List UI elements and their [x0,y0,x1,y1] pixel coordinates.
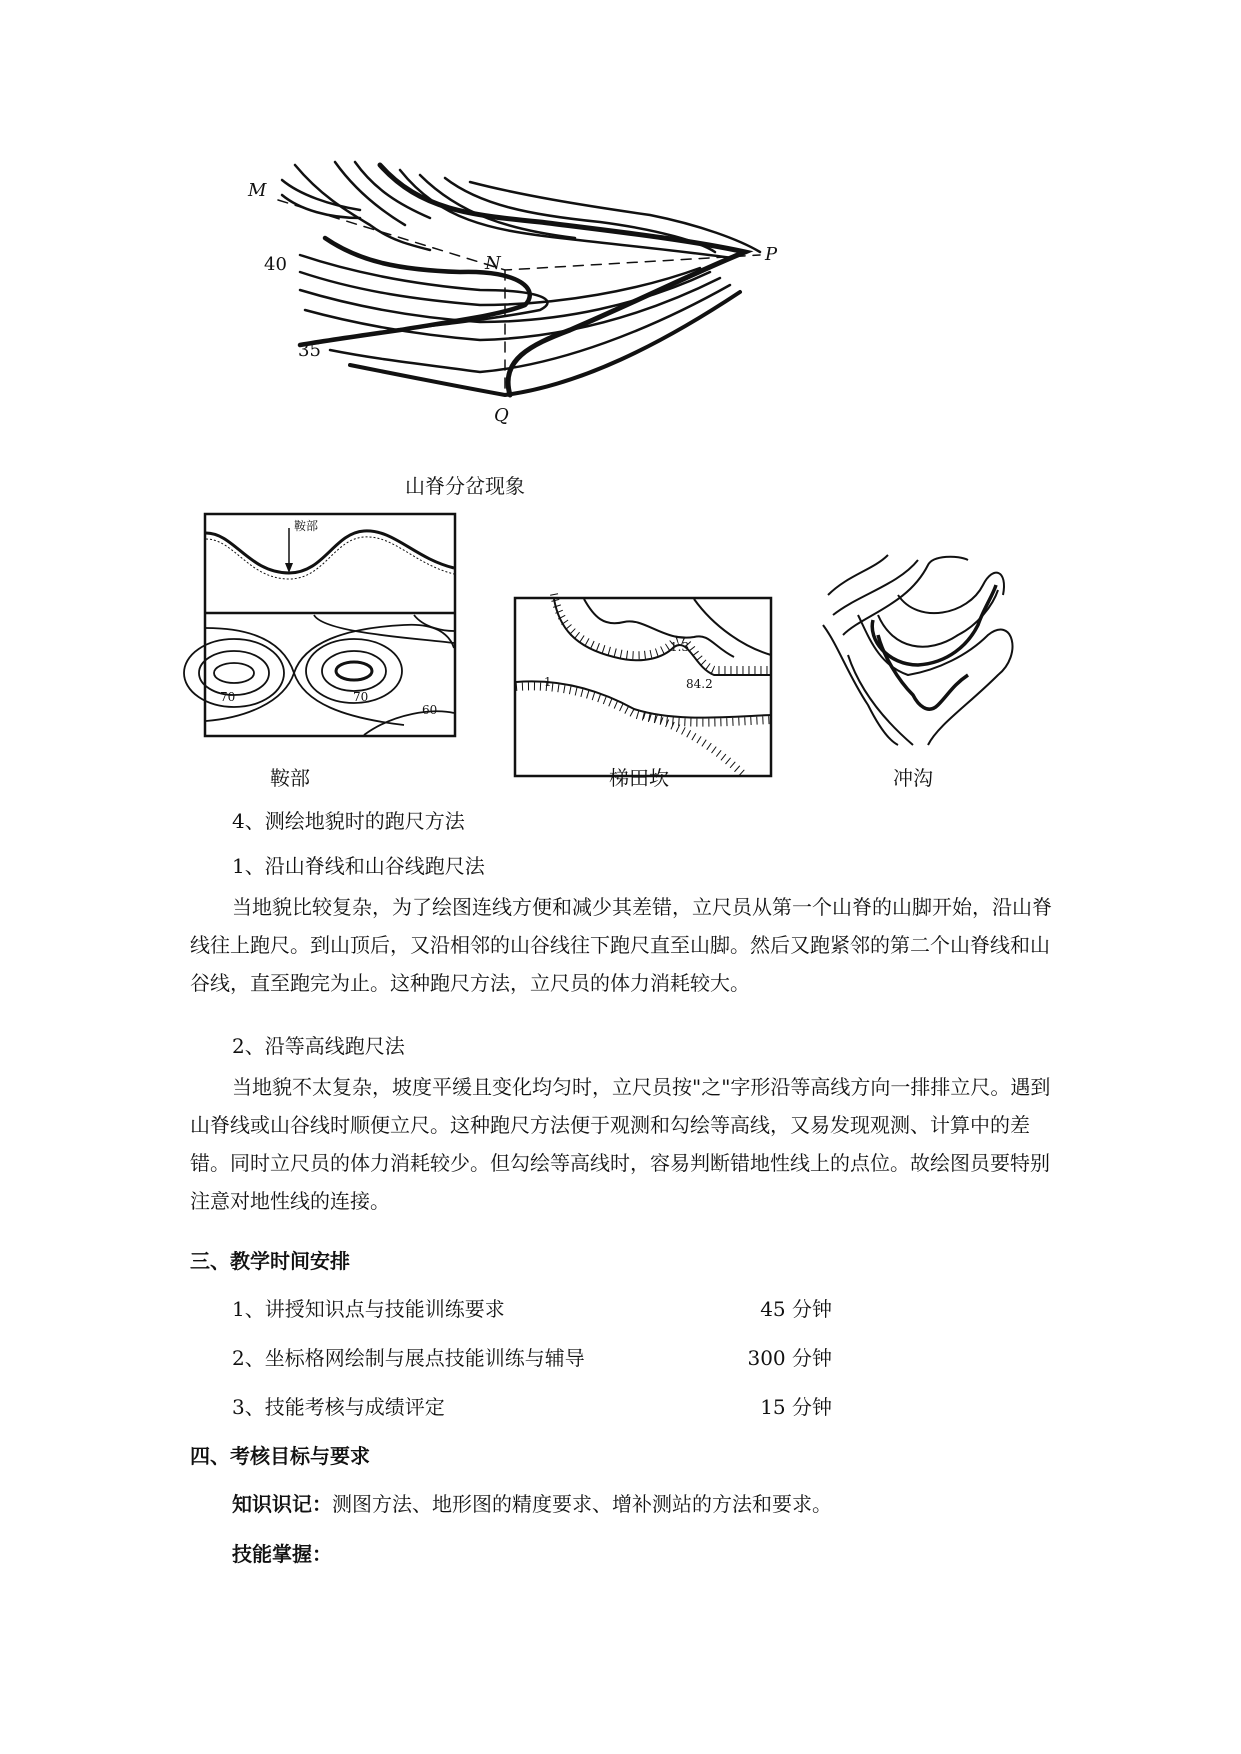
skill-label: 技能掌握： [232,1542,332,1566]
section-heading: 4、测绘地貌时的跑尺方法 [232,809,465,833]
label-n: N [485,253,501,274]
contour-value-35: 35 [298,340,321,361]
gully-figure [818,555,1018,745]
schedule-item [232,1342,832,1372]
method2-title: 2、沿等高线跑尺法 [232,1034,405,1058]
knowledge-text: 测图方法、地形图的精度要求、增补测站的方法和要求。 [332,1492,832,1516]
label-q: Q [494,405,509,426]
contour-value-40: 40 [264,254,287,275]
saddle-tag: 鞍部 [294,519,319,533]
method2-text: 当地貌不太复杂，坡度平缓且变化均匀时，立尺员按"之"字形沿等高线方向一排排立尺。遇到山脊线或山谷线时顺便立尺。这种跑尺方法便于观测和勾绘等高线，又易发现观测、计算中的差错。同时立尺员的体力消耗较少。但勾绘等高线时，容易判断错地性线上的点位。故绘图员要特别注意对地性线的连接。 [190,1075,1051,1213]
terrace-caption: 梯田坎 [609,766,669,790]
label-p: P [765,244,778,265]
saddle-value-70b: 70 [353,690,369,704]
schedule-item-label: 1、讲授知识点与技能训练要求 [232,1297,505,1321]
method1-title: 1、沿山脊线和山谷线跑尺法 [232,854,485,878]
figure1-caption: 山脊分岔现象 [405,474,525,498]
method1-text: 当地貌比较复杂，为了绘图连线方便和减少其差错，立尺员从第一个山脊的山脚开始，沿山脊线往上跑尺。到山顶后，又沿相邻的山谷线往下跑尺直至山脚。然后又跑紧邻的第二个山脊线和山谷线，直至跑完为止。这种跑尺方法，立尺员的体力消耗较大。 [190,895,1052,995]
saddle-figure [204,513,456,737]
schedule-item-label: 2、坐标格网绘制与展点技能训练与辅导 [232,1346,585,1370]
terrace-value-84-2: 84.2 [686,677,713,691]
schedule-item-duration: 300 分钟 [747,1346,832,1370]
knowledge-label: 知识识记： [232,1492,332,1516]
saddle-value-60: 60 [422,703,438,717]
schedule-heading: 三、教学时间安排 [190,1249,350,1273]
knowledge-line [232,1488,832,1517]
schedule-item [232,1391,832,1421]
schedule-item-label: 3、技能考核与成绩评定 [232,1395,445,1419]
terrace-value-1: 1 [544,675,552,689]
saddle-value-70a: 70 [220,690,236,704]
gully-caption: 冲沟 [893,766,933,790]
schedule-item-duration: 45 分钟 [760,1297,832,1321]
assessment-heading: 四、考核目标与要求 [190,1444,370,1468]
schedule-item-duration: 15 分钟 [760,1395,832,1419]
terrace-value-1-3: 1.3 [670,640,690,654]
saddle-caption: 鞍部 [270,766,310,790]
terrace-figure [514,597,772,777]
label-m: M [248,180,267,201]
schedule-item [232,1293,832,1323]
